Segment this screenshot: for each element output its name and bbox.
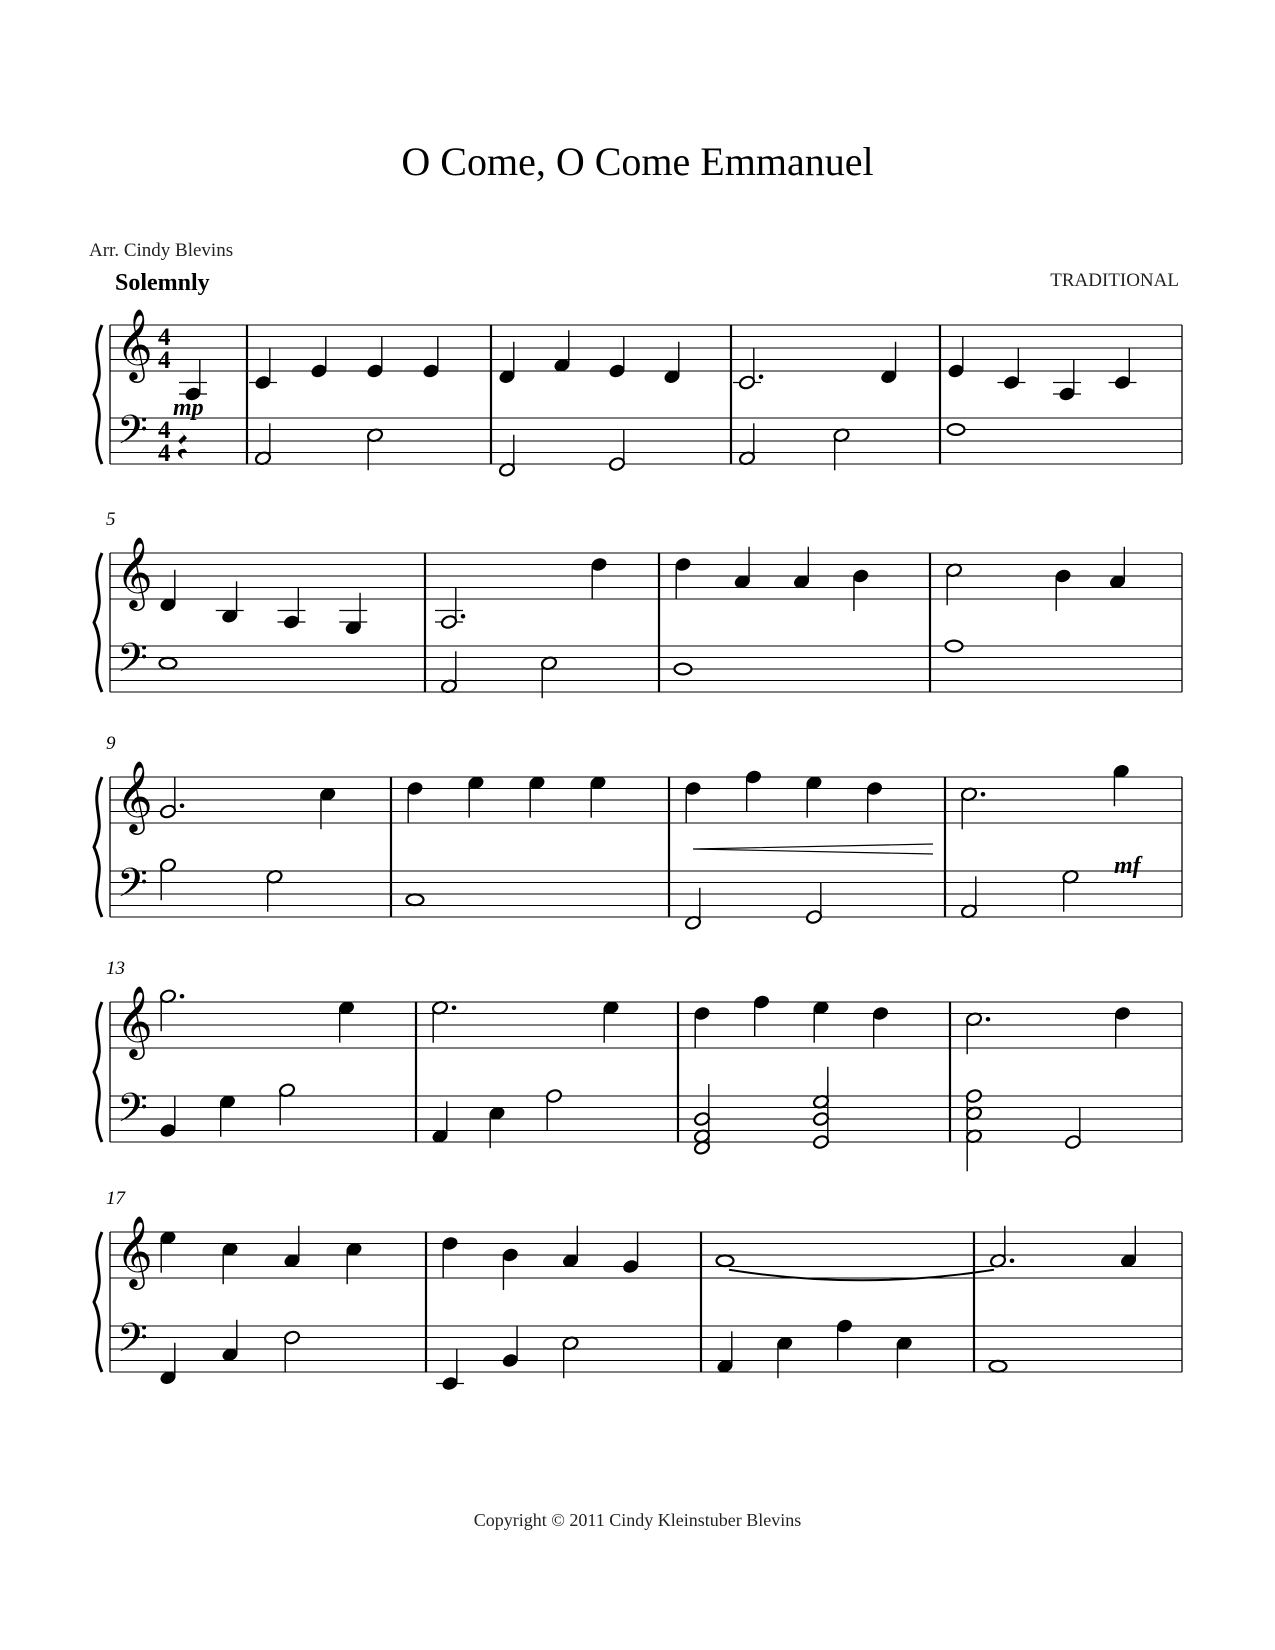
dynamic-marking: mf (1114, 853, 1141, 879)
diminuendo-hairpin (693, 844, 933, 854)
bass-clef-icon: 𝄢 (117, 407, 148, 463)
quarter-note (866, 781, 883, 796)
quarter-note (947, 363, 964, 378)
bass-clef-icon: 𝄢 (117, 635, 148, 691)
tie (729, 1270, 994, 1281)
treble-clef-icon: 𝄞 (116, 1214, 153, 1287)
treble-clef-icon: 𝄞 (116, 307, 153, 380)
quarter-note (852, 568, 869, 583)
quarter-note (502, 1353, 519, 1368)
quarter-note (254, 375, 271, 390)
grand-staff-brace (94, 553, 102, 692)
quarter-note (441, 1236, 458, 1251)
quarter-note (753, 994, 770, 1009)
half-note (1064, 1134, 1081, 1149)
half-note (805, 909, 822, 924)
treble-clef-icon: 𝄞 (116, 984, 153, 1057)
measure-number: 9 (106, 733, 116, 754)
half-note (545, 1088, 562, 1103)
grand-staff-brace (94, 1232, 102, 1372)
augmentation-dot (759, 374, 764, 379)
augmentation-dot (180, 994, 185, 999)
quarter-note (406, 781, 423, 796)
quarter-note (1054, 568, 1071, 583)
half-note (283, 1330, 300, 1345)
augmentation-dot (981, 792, 986, 797)
quarter-rest (178, 430, 188, 459)
quarter-note (1003, 375, 1020, 390)
grand-staff-brace (94, 777, 102, 917)
composer-credit: TRADITIONAL (1050, 270, 1179, 291)
half-note (738, 375, 755, 390)
whole-note (675, 664, 692, 675)
whole-note (160, 658, 177, 669)
quarter-note (1114, 1006, 1131, 1021)
quarter-note (590, 557, 607, 572)
measure-number: 17 (106, 1188, 125, 1209)
quarter-note (745, 769, 762, 784)
whole-note (717, 1255, 734, 1266)
treble-clef-icon: 𝄞 (116, 535, 153, 608)
quarter-note (422, 363, 439, 378)
quarter-note (872, 1006, 889, 1021)
quarter-note (674, 557, 691, 572)
whole-note (948, 424, 965, 435)
augmentation-dot (452, 1005, 457, 1010)
time-signature-bottom: 4 (158, 347, 171, 374)
quarter-note (159, 1123, 176, 1138)
measure-number: 5 (106, 509, 116, 530)
quarter-note (1058, 386, 1075, 401)
arranger-credit: Arr. Cindy Blevins (89, 240, 234, 261)
quarter-note (693, 1006, 710, 1021)
whole-note (407, 894, 424, 905)
time-signature-top: 4 (158, 324, 171, 351)
quarter-note (836, 1318, 853, 1333)
measure-number: 13 (106, 958, 125, 979)
dynamic-marking: mp (173, 395, 204, 421)
time-signature-bottom: 4 (158, 440, 171, 467)
quarter-note (283, 614, 300, 629)
quarter-note (622, 1259, 639, 1274)
bass-clef-icon: 𝄢 (117, 860, 148, 916)
augmentation-dot (1010, 1258, 1015, 1263)
quarter-note (684, 781, 701, 796)
quarter-note (441, 1376, 458, 1391)
half-note (812, 1134, 829, 1149)
half-note (608, 456, 625, 471)
half-note (693, 1111, 710, 1126)
quarter-note (366, 363, 383, 378)
half-note (440, 614, 457, 629)
quarter-note (310, 363, 327, 378)
augmentation-dot (986, 1017, 991, 1022)
treble-clef-icon: 𝄞 (116, 759, 153, 832)
quarter-note (502, 1247, 519, 1262)
bass-clef-icon: 𝄢 (117, 1315, 148, 1371)
quarter-note (608, 363, 625, 378)
bass-clef-icon: 𝄢 (117, 1085, 148, 1141)
copyright-notice: Copyright © 2011 Cindy Kleinstuber Blevins (473, 1510, 802, 1530)
half-note (159, 804, 176, 819)
augmentation-dot (461, 614, 466, 619)
whole-note (990, 1361, 1007, 1372)
quarter-note (1114, 375, 1131, 390)
tempo-marking: Solemnly (115, 270, 210, 296)
page-title: O Come, O Come Emmanuel (401, 139, 874, 184)
time-signature-top: 4 (158, 417, 171, 444)
half-note (965, 1088, 982, 1103)
grand-staff-brace (94, 1002, 102, 1142)
whole-note (946, 641, 963, 652)
half-note (812, 1111, 829, 1126)
grand-staff-brace (94, 325, 102, 464)
augmentation-dot (180, 803, 185, 808)
